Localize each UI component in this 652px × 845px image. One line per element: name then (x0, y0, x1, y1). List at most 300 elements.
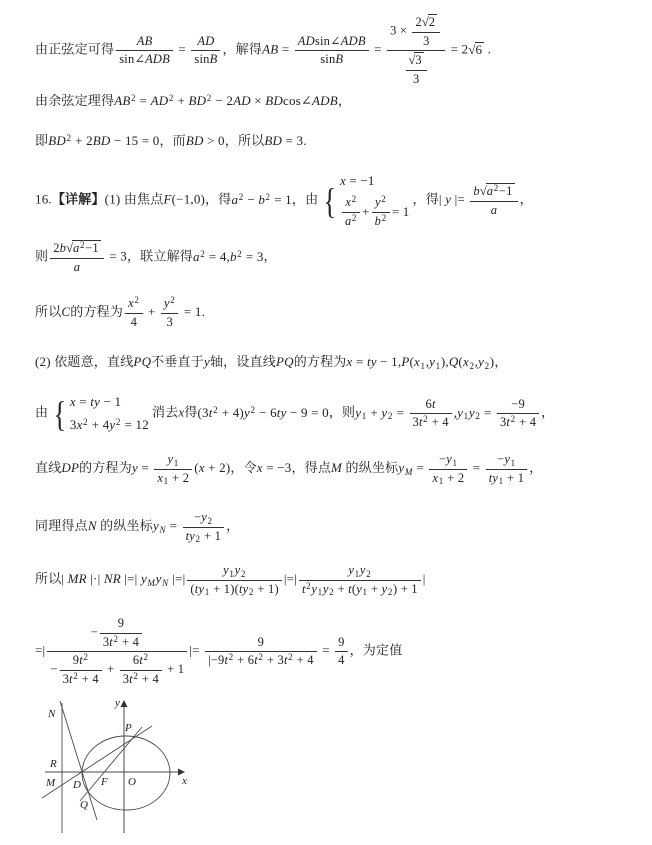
fraction-numerator (125, 296, 142, 314)
radicand (72, 240, 101, 255)
math-run: y (504, 452, 511, 466)
math-run: y (243, 404, 250, 420)
fraction (60, 653, 102, 687)
math-run: x (345, 195, 352, 210)
math-run: AD (197, 33, 215, 48)
fraction (100, 616, 142, 650)
math-run: y (131, 460, 138, 476)
math-expression (194, 460, 230, 475)
math-expression (210, 52, 218, 66)
subscript: 1 (361, 411, 367, 422)
fraction (47, 616, 187, 688)
subscript: 2 (195, 534, 201, 545)
subscript: 1 (173, 457, 179, 468)
fraction-denominator (387, 51, 445, 87)
superscript: 2 (83, 652, 89, 663)
math-expression (264, 133, 303, 148)
math-run: , (425, 354, 430, 369)
text-run: −1 (498, 184, 513, 199)
fraction-numerator (387, 14, 445, 51)
math-expression (208, 653, 314, 667)
superscript: 2 (510, 414, 516, 425)
math-run: x (178, 404, 185, 420)
math-expression (61, 460, 79, 475)
math-run: = 4, (205, 248, 230, 264)
math-run: + (174, 93, 189, 108)
math-expression (163, 192, 205, 207)
fraction-denominator (335, 652, 347, 669)
math-run: F (163, 191, 172, 207)
math-run: 3 (122, 671, 130, 686)
formula-line (35, 616, 402, 688)
fraction-denominator (161, 314, 178, 331)
superscript: 2 (115, 417, 121, 428)
text-run: ，则 (328, 404, 356, 420)
math-run: 6 (425, 396, 432, 411)
math-run: ADB (145, 52, 170, 67)
radical (422, 15, 437, 29)
math-run: − 2 (211, 93, 234, 108)
superscript: 2 (73, 670, 78, 681)
math-run: y (445, 191, 452, 207)
math-run: a (486, 184, 494, 199)
math-expression (398, 460, 427, 475)
radical (409, 53, 424, 67)
math-run: AB (114, 93, 131, 108)
text-run: 由余弦定理得 (35, 93, 115, 108)
math-run: ty (90, 394, 101, 409)
cases-rows (340, 172, 410, 229)
math-run: + 2 (71, 133, 93, 148)
fraction (412, 14, 440, 49)
subscript: 2 (475, 411, 481, 422)
fraction-denominator (191, 51, 220, 68)
superscript: 2 (250, 404, 256, 415)
subscript: 1 (362, 587, 368, 598)
math-run: ), (440, 354, 449, 369)
math-run: y (359, 563, 366, 577)
math-run: + (367, 581, 382, 596)
formula-line (35, 510, 239, 544)
label-x-axis: x (182, 775, 187, 787)
text-run: = 3，联立解得 (105, 248, 193, 264)
fraction-denominator (183, 528, 224, 545)
text-run: = (174, 41, 190, 57)
math-run: y (203, 354, 210, 369)
math-run: − 1 (100, 394, 122, 409)
subscript: 2 (387, 411, 393, 422)
math-run: y (375, 195, 381, 210)
math-run: − 6 (255, 404, 277, 420)
math-run: BD (48, 133, 66, 148)
text-run: 由 (35, 404, 49, 420)
math-expression (223, 563, 246, 577)
fraction-numerator (154, 452, 192, 470)
math-run: + 2 (443, 470, 465, 485)
math-run: AB (262, 41, 279, 57)
math-run: = (480, 404, 495, 420)
superscript: 2 (493, 183, 499, 194)
math-run: BD (265, 93, 283, 108)
math-run: b (374, 213, 382, 228)
fraction (191, 34, 220, 68)
math-run: t (109, 634, 113, 649)
math-run: |= (451, 191, 469, 207)
superscript: 2 (113, 633, 119, 644)
math-run: ( (190, 581, 195, 596)
fraction-denominator (154, 470, 192, 487)
math-expression (186, 529, 221, 543)
label-M: M (46, 777, 56, 789)
fraction-denominator (50, 259, 104, 276)
fraction-numerator (295, 34, 369, 52)
cases-system: { x = −1 $\frac{x^2}{a^2}$ + $\frac{y^2}{b^2}$ = 1 (323, 173, 410, 228)
fraction-numerator (342, 195, 360, 213)
subscript: 2 (329, 587, 334, 598)
text-run: sin (194, 52, 210, 67)
text-run: |·| (90, 571, 101, 587)
math-expression (137, 34, 153, 48)
text-run: 3 × (390, 23, 411, 38)
text-run: 16. (35, 191, 52, 207)
subscript: 2 (484, 360, 490, 371)
math-expression (88, 518, 97, 533)
fraction (387, 14, 445, 88)
fraction-denominator (486, 470, 527, 487)
math-run: a (72, 241, 80, 255)
text-run: − (50, 662, 58, 677)
cases-system: { x = ty − 1 $3x^2 + 4y^2 = 12$ (53, 393, 149, 434)
radical-sign-icon: √ (421, 15, 429, 29)
subscript: 1 (317, 587, 323, 598)
fraction (497, 397, 539, 431)
math-run: y (478, 354, 485, 369)
fraction-denominator (497, 414, 539, 431)
math-run: + 4 (515, 415, 537, 430)
superscript: 2 (423, 414, 428, 425)
formula-line (35, 240, 277, 275)
text-run: ， (494, 354, 508, 369)
subscript: 1 (204, 587, 210, 598)
subscript: 1 (498, 476, 504, 487)
text-run: ，令 (230, 460, 257, 476)
fraction-denominator (125, 314, 142, 331)
text-run: = 1. (180, 304, 206, 320)
math-run: = 1 (270, 191, 292, 207)
radical-sign-icon: √ (66, 241, 73, 255)
math-run: AD (233, 93, 251, 108)
cases-row (340, 195, 410, 229)
math-run: x (198, 460, 205, 476)
y-axis-arrow-icon (121, 700, 128, 707)
math-run: ( (458, 354, 463, 369)
label-F: F (101, 776, 108, 788)
math-expression (491, 203, 497, 217)
math-run: N (87, 518, 97, 534)
math-run: = −1 (345, 173, 375, 188)
text-run: ， (263, 248, 277, 264)
text-run: (2) 依题意，直线 (35, 354, 134, 369)
text-run: 的纵坐标 (96, 518, 153, 534)
fraction-numerator (205, 635, 317, 653)
math-run: x (462, 354, 469, 369)
subscript: 1 (452, 457, 458, 468)
math-expression (413, 415, 449, 429)
math-run: C (61, 304, 71, 320)
superscript: 2 (143, 652, 149, 663)
text-run: ，为定值 (349, 642, 403, 658)
ellipse-curve (82, 736, 170, 810)
math-run: Q (448, 354, 459, 369)
math-run: t (431, 396, 436, 411)
text-run: 同理得点 (35, 518, 88, 534)
radical-sign-icon: √ (479, 184, 487, 199)
fraction (125, 296, 142, 330)
text-run: 2 (415, 15, 422, 29)
math-expression (439, 452, 458, 466)
superscript: 2 (381, 194, 386, 205)
text-run: 9 (117, 616, 125, 630)
fraction-numerator (410, 397, 452, 415)
radical (480, 184, 515, 198)
text-run: 所以 (35, 304, 62, 320)
text-run: ，得 (412, 191, 439, 207)
math-run: t (348, 581, 352, 596)
math-run: P (401, 354, 410, 369)
math-run: = −3 (262, 460, 292, 476)
math-run: y (381, 404, 388, 420)
math-run: = (137, 460, 153, 476)
subscript: 1 (463, 411, 469, 422)
math-run: − (497, 452, 505, 466)
fraction-denominator (342, 213, 360, 230)
text-run: 3 (415, 53, 422, 68)
fraction-denominator (60, 671, 102, 688)
formula-line (35, 132, 307, 150)
math-expression (197, 34, 214, 48)
fraction (183, 510, 224, 544)
math-run: t (129, 671, 133, 686)
math-expression (100, 571, 124, 586)
fraction-numerator (335, 635, 347, 653)
label-R: R (50, 758, 57, 770)
fraction-numerator (183, 510, 224, 528)
text-run: + (103, 662, 118, 677)
superscript: 2 (206, 92, 212, 103)
math-expression (500, 415, 536, 429)
fraction (161, 296, 178, 330)
subscript: 1 (438, 476, 444, 487)
math-run: = (75, 394, 91, 409)
math-run: + 1) (254, 581, 279, 596)
math-run: y (381, 581, 388, 596)
math-run: b (229, 248, 237, 264)
text-run: 3 (423, 33, 430, 48)
text-run: sin (320, 52, 336, 67)
math-run: + 1)( (209, 581, 239, 596)
math-run: − 9 = 0 (286, 404, 329, 420)
math-run: (−1,0) (171, 191, 206, 207)
math-run: , (453, 404, 458, 420)
subscript: N (159, 524, 166, 535)
math-run: 3 (62, 671, 70, 686)
math-run: + 2 (168, 470, 190, 485)
superscript: 2 (351, 212, 357, 223)
coordinate-diagram (35, 697, 250, 845)
math-run: y (234, 563, 241, 577)
math-run: t (506, 415, 511, 430)
fraction (372, 195, 390, 229)
text-run: ，得 (205, 191, 232, 207)
math-expression (335, 52, 343, 66)
math-expression (375, 214, 387, 228)
math-expression (133, 653, 149, 667)
text-run: = 1 (391, 204, 410, 220)
math-run: + 6 (233, 653, 255, 668)
math-expression (198, 405, 329, 420)
math-expression (487, 184, 499, 198)
math-run: + 2) (204, 460, 231, 476)
superscript: 2 (134, 294, 140, 305)
fraction-numerator (406, 52, 427, 71)
subscript: 1 (163, 476, 169, 487)
math-run: 3 (412, 415, 419, 430)
superscript: 2 (238, 191, 244, 202)
math-expression (48, 133, 159, 148)
math-run: t (254, 653, 258, 668)
math-run: a (231, 191, 239, 207)
math-expression (348, 563, 371, 577)
math-run: AB (136, 33, 153, 48)
text-run: |=| (172, 571, 186, 587)
math-expression (355, 405, 407, 420)
text-run: ， (337, 93, 352, 108)
math-run: y (140, 571, 147, 587)
text-run: 则 (35, 248, 49, 264)
math-run: y (355, 404, 362, 420)
subscript: 1 (229, 568, 235, 579)
math-run: + 1 (503, 470, 525, 485)
formula-line (35, 92, 351, 110)
text-run: cos∠ (283, 93, 313, 108)
label-y-axis: y (115, 697, 120, 709)
fraction-denominator (412, 33, 440, 50)
subscript: N (162, 577, 169, 588)
math-run: ty (185, 528, 195, 543)
math-expression (312, 93, 338, 108)
fraction-numerator (429, 452, 467, 470)
label-D: D (73, 779, 81, 791)
math-run: a (490, 202, 498, 217)
formula-line (35, 172, 533, 229)
text-run: sin∠ (314, 33, 341, 48)
text-run: 4 (338, 653, 345, 668)
math-run: b (258, 191, 266, 207)
math-expression (145, 52, 170, 66)
math-expression (132, 460, 152, 475)
math-run: t (139, 653, 144, 668)
subscript: M (147, 577, 156, 588)
math-expression (63, 672, 99, 686)
math-expression (61, 304, 70, 319)
label-Q: Q (80, 799, 88, 811)
fraction-denominator (295, 51, 369, 68)
bold-text-run: 【详解】 (51, 191, 105, 207)
fraction (335, 635, 347, 669)
math-expression (375, 195, 386, 209)
math-run: 3 (102, 634, 110, 649)
fraction-denominator (406, 71, 427, 88)
text-run: 轴，设直线 (209, 354, 276, 369)
math-expression (340, 172, 375, 190)
math-run: ty (238, 581, 249, 596)
fraction-numerator (497, 397, 539, 415)
radicand (486, 183, 515, 198)
radical-sign-icon: √ (468, 41, 476, 57)
math-run: ) (489, 354, 495, 369)
math-run: x (69, 394, 76, 409)
math-expression (133, 354, 151, 369)
math-run: |−9 (208, 653, 225, 668)
superscript: 2 (83, 417, 88, 428)
math-expression (137, 571, 172, 586)
superscript: 2 (170, 294, 175, 305)
text-run: 的方程为 (293, 354, 347, 369)
cases-row (340, 172, 375, 190)
math-run: 3 (69, 417, 77, 433)
math-run: + 1 (200, 528, 222, 543)
text-run: 的纵坐标 (342, 460, 399, 476)
math-run: y (356, 581, 362, 596)
math-run: + 4 (428, 415, 449, 430)
subscript: 1 (354, 568, 360, 579)
radicand (475, 42, 485, 58)
superscript: 2 (228, 652, 234, 663)
text-run: 6 (475, 41, 483, 57)
fraction-denominator (187, 581, 281, 598)
math-run: − 1, (376, 354, 402, 369)
math-run: = 3 (242, 248, 264, 264)
math-run: 6 (132, 653, 140, 668)
fraction-denominator (205, 652, 317, 669)
text-run: = 2 (447, 41, 469, 57)
math-expression (302, 582, 418, 596)
math-expression (345, 195, 356, 209)
superscript: 2 (237, 248, 242, 259)
math-run: + 4 (118, 634, 140, 649)
math-run: = (413, 460, 428, 476)
geometry-figure (35, 697, 250, 845)
text-run: + 1 (163, 662, 185, 677)
math-run: a (73, 259, 81, 274)
text-run: 3 (166, 314, 173, 329)
math-run: y (201, 510, 207, 524)
superscript: 2 (79, 239, 85, 250)
fraction-numerator (47, 616, 187, 652)
fraction-denominator (429, 470, 467, 487)
math-run: M (331, 460, 343, 476)
math-run: × (250, 93, 266, 108)
math-run: = (136, 93, 151, 108)
math-run: y (109, 417, 116, 433)
math-run: y (322, 581, 329, 596)
fraction-numerator (161, 296, 178, 314)
math-run: y (152, 518, 159, 534)
math-run: t (224, 653, 229, 668)
math-run: B (335, 52, 344, 67)
math-run: ( (409, 354, 415, 369)
text-run: 3 (412, 71, 420, 86)
